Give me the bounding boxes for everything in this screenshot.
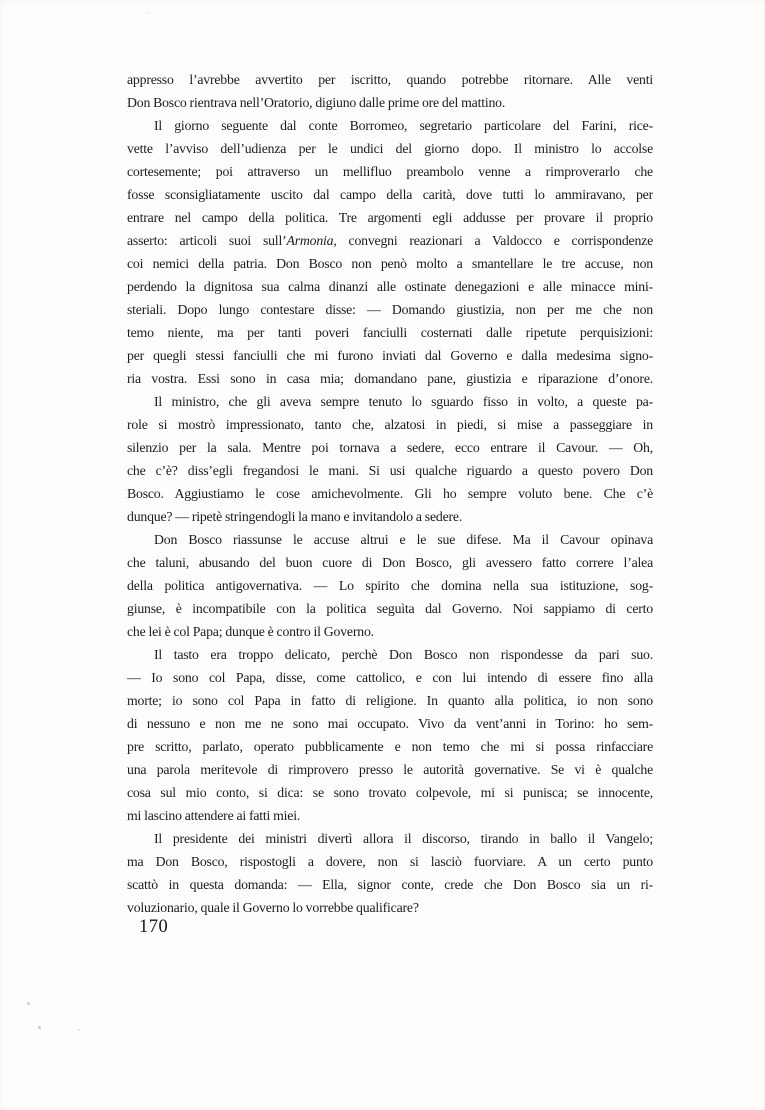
text-run: temo niente, ma per tanti poveri fanciulli costernati dalle ripetute perquisizioni: [127, 325, 653, 340]
text-line [127, 459, 653, 482]
text-line [127, 712, 653, 735]
text-run: una parola meritevole di rimprovero presso le autorità governative. Se vi è qualche [127, 762, 653, 777]
text-run: morte; io sono col Papa in fatto di religione. In quanto alla politica, io non sono [127, 693, 653, 708]
text-line [127, 689, 653, 712]
text-line [127, 114, 653, 137]
text-run: per quegli stessi fanciulli che mi furono inviati dal Governo e dalla medesima signo- [127, 348, 653, 363]
page-number: 170 [139, 917, 169, 937]
text-run: Don Bosco riassunse le accuse altrui e le sue difese. Ma il Cavour opinava [154, 532, 653, 547]
text-run: giunse, è incompatibile con la politica seguìta dal Governo. Noi sappiamo di certo [127, 601, 653, 616]
text-run: pre scritto, parlato, operato pubblicamente e non temo che mi si possa rinfacciare [127, 739, 653, 754]
text-line [127, 643, 653, 666]
text-line [127, 160, 653, 183]
text-run: che lei è col Papa; dunque è contro il Governo. [127, 624, 374, 639]
text-line [127, 804, 653, 827]
scan-artifact [146, 12, 148, 14]
text-run: ma Don Bosco, rispostogli a dovere, non si lasciò fuorviare. A un certo punto [127, 854, 653, 869]
text-line [127, 229, 653, 252]
text-line [127, 896, 653, 919]
text-line [127, 413, 653, 436]
text-run: Il giorno seguente dal conte Borromeo, segretario particolare del Farini, rice- [154, 118, 653, 133]
text-run: asserto: articoli suoi sull’ [127, 233, 287, 248]
text-line [127, 758, 653, 781]
text-line [127, 666, 653, 689]
text-line [127, 528, 653, 551]
text-run: Il tasto era troppo delicato, perchè Don Bosco non rispondesse da pari suo. [154, 647, 653, 662]
text-line [127, 344, 653, 367]
text-run: fosse sconsigliatamente uscito dal campo della carità, dove tutti lo ammiravano, per [127, 187, 653, 202]
text-run: coi nemici della patria. Don Bosco non penò molto a smantellare le tre accuse, non [127, 256, 653, 271]
text-line [127, 91, 653, 114]
text-run: ria vostra. Essi sono in casa mia; domandano pane, giustizia e riparazione d’onore. [127, 371, 653, 386]
text-run: entrare nel campo della politica. Tre argomenti egli addusse per provare il proprio [127, 210, 653, 225]
text-run: mi lascino attendere ai fatti miei. [127, 808, 301, 823]
text-line [127, 551, 653, 574]
text-line [127, 390, 653, 413]
text-line [127, 321, 653, 344]
text-run: dunque? — ripetè stringendogli la mano e invitandolo a sedere. [127, 509, 463, 524]
scan-artifact [38, 1026, 41, 1029]
text-run: che taluni, abusando del buon cuore di Don Bosco, gli avessero fatto correre l’alea [127, 555, 653, 570]
text-line [127, 298, 653, 321]
text-line [127, 781, 653, 804]
text-line [127, 275, 653, 298]
text-line [127, 137, 653, 160]
text-run: , convegni reazionari a Valdocco e corrispondenze [333, 233, 653, 248]
scan-artifact [27, 1002, 30, 1005]
text-line [127, 68, 653, 91]
text-line [127, 597, 653, 620]
text-run: cortesemente; poi attraverso un mellifluo preambolo venne a rimproverarlo che [127, 164, 653, 179]
text-run: role si mostrò impressionato, tanto che, alzatosi in piedi, si mise a passeggiare in [127, 417, 653, 432]
text-run: Il ministro, che gli aveva sempre tenuto lo sguardo fisso in volto, a queste pa- [154, 394, 653, 409]
text-line [127, 367, 653, 390]
italic-text-run: Armonia [286, 233, 334, 248]
text-line [127, 505, 653, 528]
text-block [127, 68, 653, 919]
text-run: — Io sono col Papa, disse, come cattolico, e con lui intendo di essere fino alla [127, 670, 653, 685]
text-line [127, 873, 653, 896]
text-line [127, 735, 653, 758]
text-run: Don Bosco rientrava nell’Oratorio, digiuno dalle prime ore del mattino. [127, 95, 506, 110]
text-line [127, 183, 653, 206]
text-run: Il presidente dei ministri divertì allora il discorso, tirando in ballo il Vangelo; [154, 831, 653, 846]
text-run: scattò in questa domanda: — Ella, signor conte, crede che Don Bosco sia un ri- [127, 877, 653, 892]
text-run: appresso l’avrebbe avvertito per iscritto, quando potrebbe ritornare. Alle venti [127, 72, 653, 87]
text-run: vette l’avviso dell’udienza per le undici del giorno dopo. Il ministro lo accolse [127, 141, 653, 156]
scan-artifact [78, 1029, 80, 1031]
text-line [127, 482, 653, 505]
text-run: voluzionario, quale il Governo lo vorrebbe qualificare? [127, 900, 419, 915]
text-run: perdendo la dignitosa sua calma dinanzi alle ostinate denegazioni e alle minacce mini- [127, 279, 653, 294]
text-line [127, 620, 653, 643]
text-run: della politica antigovernativa. — Lo spirito che domina nella sua istituzione, sog- [127, 578, 653, 593]
text-run: cosa sul mio conto, si dica: se sono trovato colpevole, mi si punisca; se innocente, [127, 785, 653, 800]
text-line [127, 252, 653, 275]
text-line [127, 574, 653, 597]
text-run: steriali. Dopo lungo contestare disse: — Domando giustizia, non per me che non [127, 302, 653, 317]
text-line [127, 827, 653, 850]
text-run: silenzio per la sala. Mentre poi tornava a sedere, ecco entrare il Cavour. — Oh, [127, 440, 653, 455]
text-run: di nessuno e non me ne sono mai occupato. Vivo da vent’anni in Torino: ho sem- [127, 716, 653, 731]
text-line [127, 850, 653, 873]
text-line [127, 206, 653, 229]
text-line [127, 436, 653, 459]
text-run: che c’è? diss’egli fregandosi le mani. Si usi qualche riguardo a questo povero Don [127, 463, 653, 478]
text-run: Bosco. Aggiustiamo le cose amichevolmente. Gli ho sempre voluto bene. Che c’è [127, 486, 653, 501]
